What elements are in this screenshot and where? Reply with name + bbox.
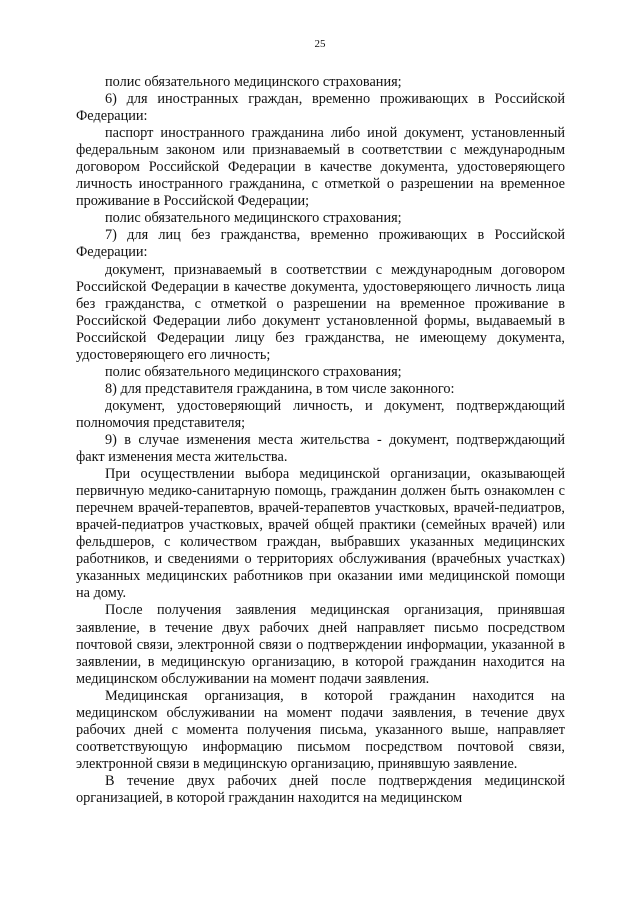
paragraph: При осуществлении выбора медицинской организации, оказывающей первичную медико-санитарную помощь, гражданин должен быть ознакомлен с перечнем врачей-терапевтов, врачей-терапевтов участковых, врачей-педиатров, врачей-педиатров участковых, врачей общей практики (семейных врачей) или фельдшеров, с количеством граждан, выбравших указанных медицинских работников, и сведениями о территориях обслуживания (врачебных участках) указанных медицинских работников при оказании ими медицинской помощи на дому.: [76, 466, 565, 602]
paragraph: 6) для иностранных граждан, временно проживающих в Российской Федерации:: [76, 91, 565, 125]
paragraph: документ, удостоверяющий личность, и документ, подтверждающий полномочия представителя;: [76, 397, 565, 431]
paragraph: паспорт иностранного гражданина либо иной документ, установленный федеральным законом или признаваемый в соответствии с международным договором Российской Федерации в качестве документа, удостоверяющего личность иностранного гражданина, с отметкой о разрешении на временное проживание в Российской Федерации;: [76, 125, 565, 210]
paragraph: В течение двух рабочих дней после подтверждения медицинской организацией, в которой гражданин находится на медицинском: [76, 772, 565, 806]
paragraph: 9) в случае изменения места жительства - документ, подтверждающий факт изменения места жительства.: [76, 431, 565, 466]
paragraph: После получения заявления медицинская организация, принявшая заявление, в течение двух рабочих дней направляет письмо посредством почтовой связи, электронной связи о подтверждении информации, указанной в заявлении, в медицинскую организацию, в которой гражданин находится на медицинском обслуживании на момент подачи заявления.: [76, 602, 565, 687]
body-text: [76, 74, 565, 807]
paragraph: полис обязательного медицинского страхования;: [105, 210, 402, 227]
paragraph: Медицинская организация, в которой гражданин находится на медицинском обслуживании на момент подачи заявления, в течение двух рабочих дней с момента получения письма, указанного выше, направляет соответствующую информацию письмом посредством почтовой связи, электронной связи в медицинскую организацию, принявшую заявление.: [76, 687, 565, 772]
paragraph: 7) для лиц без гражданства, временно проживающих в Российской Федерации:: [76, 227, 565, 261]
paragraph: 8) для представителя гражданина, в том числе законного:: [105, 380, 455, 397]
paragraph: документ, признаваемый в соответствии с международным договором Российской Федерации в качестве документа, удостоверяющего личность лица без гражданства, с отметкой о разрешении на временное проживание в Российской Федерации либо документ установленной формы, выдаваемый в Российской Федерации лицу без гражданства, не имеющему документа, удостоверяющего его личность;: [76, 261, 565, 363]
paragraph: полис обязательного медицинского страхования;: [105, 74, 402, 90]
paragraph: полис обязательного медицинского страхования;: [105, 363, 402, 380]
page-number: 25: [314, 38, 326, 50]
